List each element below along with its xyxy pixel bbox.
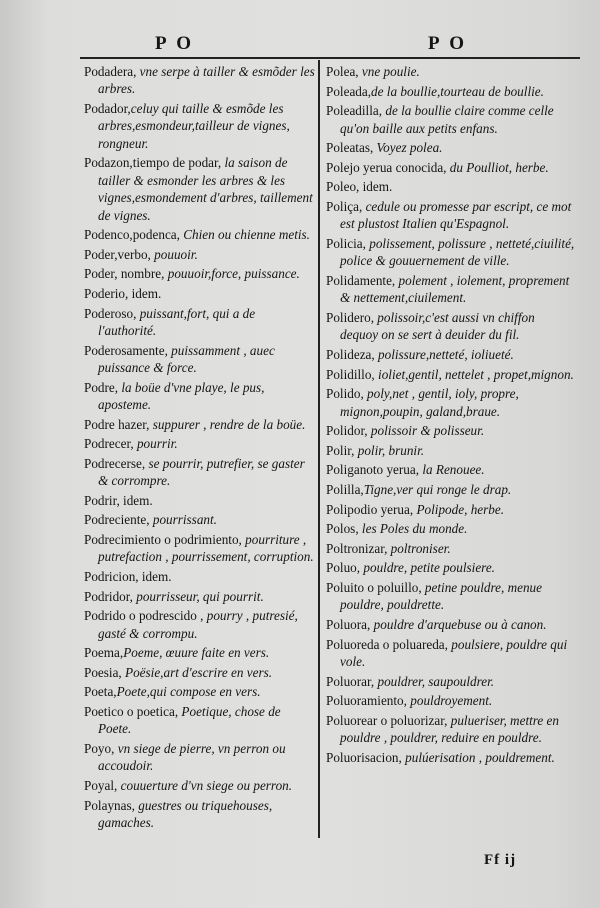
entry-headword: Podrecimiento o podrimiento,	[84, 531, 242, 547]
entry-definition: polissement, polissure , netteté,ciuilité, police & gouuernement de ville.	[340, 235, 575, 269]
right-column	[326, 63, 576, 768]
entry-definition: poltroniser.	[387, 540, 451, 556]
entry-definition: Poete,qui compose en vers.	[116, 684, 261, 700]
entry-definition: Chien ou chienne metis.	[179, 227, 310, 243]
entry-definition: polement , iolement, proprement & nettement,ciuilement.	[340, 272, 570, 306]
dictionary-entry	[84, 492, 316, 509]
dictionary-entry	[84, 416, 316, 433]
entry-definition: polissoir,c'est aussi vn chiffon dequoy on se sert à deuider du fil.	[340, 309, 535, 343]
entry-definition: vne poulie.	[358, 64, 420, 79]
entry-headword: Poema,	[84, 645, 124, 661]
entry-definition: polir, brunir.	[354, 442, 425, 458]
dictionary-entry	[84, 154, 316, 224]
entry-headword: Polidor,	[326, 423, 368, 439]
dictionary-entry	[326, 692, 576, 709]
entry-definition: ioliet,gentil, nettelet , propet,mignon.	[374, 366, 574, 382]
dictionary-entry	[326, 749, 576, 766]
entry-definition: pourriture , putrefaction , pourrissement, corruption.	[98, 531, 314, 565]
dictionary-entry	[84, 531, 316, 566]
dictionary-entry	[326, 712, 576, 747]
entry-headword: Podrecerse,	[84, 455, 146, 471]
entry-headword: Poluoramiento,	[326, 693, 407, 709]
column-divider	[318, 60, 320, 838]
dictionary-entry	[84, 740, 316, 775]
entry-definition: Poësie,art d'escrire en vers.	[121, 664, 273, 680]
entry-definition: se pourrir, putrefier, se gaster & corrompre.	[98, 455, 305, 489]
dictionary-entry	[326, 159, 576, 176]
entry-headword: Polea,	[326, 64, 359, 79]
entry-headword: Podenco,podenca,	[84, 227, 180, 243]
dictionary-entry	[326, 673, 576, 690]
entry-headword: Polideza,	[326, 346, 375, 362]
entry-definition: poulsiere, pouldre qui vole.	[340, 636, 568, 669]
entry-definition: pourry , putresié, gasté & corrompu.	[98, 608, 298, 641]
dictionary-entry	[326, 540, 576, 557]
entry-headword: Poderosamente,	[84, 342, 168, 358]
dictionary-entry	[326, 579, 576, 614]
entry-headword: Policia,	[326, 235, 366, 251]
entry-headword: Poyo,	[84, 740, 115, 756]
entry-headword: Poderio, idem.	[84, 286, 162, 301]
dictionary-entry	[84, 455, 316, 490]
dictionary-entry	[84, 342, 316, 377]
dictionary-entry	[326, 102, 576, 137]
entry-headword: Poetico o poetica,	[84, 703, 179, 719]
entry-definition: vn siege de pierre, vn perron ou accoudoir.	[98, 740, 286, 774]
entry-headword: Podadera,	[84, 64, 137, 79]
dictionary-entry	[84, 588, 316, 605]
dictionary-entry	[326, 309, 576, 344]
entry-definition: pouldre d'arquebuse ou à canon.	[370, 616, 547, 632]
dictionary-entry	[326, 481, 576, 498]
entry-headword: Podazon,tiempo de podar,	[84, 155, 222, 171]
entry-definition: pouldroyement.	[406, 693, 493, 709]
dictionary-entry	[326, 272, 576, 307]
entry-headword: Polos,	[326, 521, 359, 537]
entry-definition: Polipode, herbe.	[413, 501, 505, 517]
dictionary-entry	[326, 616, 576, 633]
entry-definition: pouuoir,force, puissance.	[164, 266, 300, 282]
entry-headword: Podrido o podrescido ,	[84, 608, 204, 624]
entry-headword: Poleada,	[326, 83, 372, 99]
entry-definition: guestres ou triquehouses, gamaches.	[98, 797, 273, 830]
dictionary-entry	[84, 511, 316, 528]
dictionary-entry	[84, 226, 316, 243]
entry-headword: Poderoso,	[84, 305, 137, 321]
entry-headword: Poder, nombre,	[84, 266, 165, 282]
dictionary-entry	[326, 501, 576, 518]
entry-headword: Poluo,	[326, 560, 361, 576]
dictionary-entry	[326, 385, 576, 420]
dictionary-entry	[326, 198, 576, 233]
entry-headword: Polipodio yerua,	[326, 501, 414, 517]
entry-definition: de la boullie claire comme celle qu'on baille aux petits enfans.	[340, 103, 554, 136]
entry-definition: la saison de tailler & esmonder les arbres & les vignes,esmondement d'arbres, taillement de vignes.	[98, 155, 313, 223]
dictionary-entry	[84, 797, 316, 832]
dictionary-entry	[326, 235, 576, 270]
entry-headword: Poltronizar,	[326, 540, 388, 556]
dictionary-entry	[84, 777, 316, 794]
entry-headword: Poluito o poluillo,	[326, 579, 422, 595]
entry-headword: Poesia,	[84, 664, 122, 680]
dictionary-entry	[326, 366, 576, 383]
entry-headword: Poyal,	[84, 777, 118, 793]
dictionary-entry	[84, 683, 316, 700]
entry-definition: pourrissant.	[149, 512, 217, 528]
dictionary-entry	[326, 139, 576, 156]
entry-definition: la boüe d'vne playe, le pus, aposteme.	[98, 379, 265, 412]
entry-headword: Podre,	[84, 379, 119, 395]
entry-headword: Polidillo,	[326, 366, 375, 382]
entry-definition: cedule ou promesse par escript, ce mot est plustost Italien qu'Espagnol.	[340, 198, 572, 232]
dictionary-entry	[326, 442, 576, 459]
entry-definition: pulúerisation , pouldrement.	[401, 749, 555, 765]
entry-headword: Polidamente,	[326, 272, 396, 288]
entry-definition: poly,net , gentil, ioly, propre, mignon,poupin, galand,braue.	[340, 386, 519, 419]
dictionary-entry	[326, 346, 576, 363]
dictionary-entry	[84, 568, 316, 585]
entry-headword: Podador,	[84, 101, 131, 116]
dictionary-entry	[84, 644, 316, 661]
entry-definition: pouldrer, saupouldrer.	[374, 673, 495, 689]
entry-headword: Podrir, idem.	[84, 492, 153, 508]
entry-headword: Poluorar,	[326, 673, 375, 689]
entry-definition: la Renouee.	[419, 462, 485, 478]
dictionary-entry	[84, 435, 316, 452]
entry-definition: polissure,netteté, ioliueté.	[374, 346, 514, 362]
header-right: P O	[428, 33, 468, 54]
entry-definition: polissoir & polisseur.	[367, 423, 485, 439]
entry-definition: Voyez polea.	[373, 140, 443, 156]
entry-headword: Poluoreda o poluareda,	[326, 636, 448, 652]
entry-definition: petine pouldre, menue pouldre, pouldrette.	[340, 579, 542, 613]
entry-headword: Poluora,	[326, 616, 371, 632]
dictionary-entry	[84, 703, 316, 738]
header-left: P O	[155, 33, 195, 54]
entry-definition: vne serpe à tailler & esmõder les arbres.	[98, 64, 315, 97]
entry-headword: Polaynas,	[84, 797, 135, 813]
entry-headword: Poluorear o poluorizar,	[326, 712, 448, 728]
left-column	[84, 63, 316, 834]
entry-headword: Poeta,	[84, 684, 117, 700]
dictionary-entry	[84, 379, 316, 414]
dictionary-entry	[84, 63, 316, 98]
entry-definition: pouuoir.	[150, 246, 198, 262]
dictionary-entry	[326, 520, 576, 537]
dictionary-entry	[326, 63, 576, 80]
entry-headword: Poder,verbo,	[84, 246, 151, 262]
running-header	[0, 0, 600, 60]
entry-definition: celuy qui taille & esmõde les arbres,esmondeur,tailleur de vignes, rongneur.	[98, 101, 290, 151]
entry-headword: Poliganoto yerua,	[326, 462, 420, 478]
dictionary-entry	[326, 422, 576, 439]
dictionary-entry	[326, 178, 576, 195]
entry-headword: Polido,	[326, 386, 364, 402]
dictionary-entry	[326, 83, 576, 100]
entry-definition: Poetique, chose de Poete.	[98, 703, 281, 737]
entry-definition: pulueriser, mettre en pouldre , pouldrer, reduire en pouldre.	[340, 712, 560, 746]
dictionary-entry	[84, 285, 316, 302]
entry-headword: Polidero,	[326, 309, 374, 325]
entry-headword: Podridor,	[84, 588, 133, 604]
entry-headword: Polir,	[326, 442, 355, 458]
entry-definition: suppurer , rendre de la boüe.	[149, 416, 306, 432]
entry-headword: Poliça,	[326, 198, 363, 214]
dictionary-entry	[84, 265, 316, 282]
entry-definition: puissamment , auec puissance & force.	[98, 342, 275, 375]
entry-definition: pouldre, petite poulsiere.	[360, 560, 495, 576]
entry-definition: les Poles du monde.	[358, 521, 468, 537]
entry-headword: Poleatas,	[326, 140, 374, 156]
entry-headword: Poluorisacion,	[326, 749, 402, 765]
entry-definition: puissant,fort, qui a de l'authorité.	[98, 305, 256, 338]
signature-mark: Ff ij	[484, 852, 517, 868]
entry-definition: pourrisseur, qui pourrit.	[132, 588, 264, 604]
entry-headword: Poleo, idem.	[326, 179, 393, 195]
entry-headword: Poleadilla,	[326, 103, 383, 119]
dictionary-entry	[326, 636, 576, 671]
entry-definition: pourrir.	[133, 436, 178, 452]
entry-headword: Polilla,	[326, 481, 364, 497]
dictionary-entry	[84, 100, 316, 152]
entry-definition: de la boullie,tourteau de boullie.	[371, 83, 544, 99]
entry-headword: Podreciente,	[84, 512, 150, 528]
entry-definition: couuerture d'vn siege ou perron.	[117, 777, 293, 793]
dictionary-entry	[326, 461, 576, 478]
dictionary-entry	[84, 246, 316, 263]
dictionary-entry	[84, 664, 316, 681]
entry-headword: Podricion, idem.	[84, 568, 172, 584]
dictionary-entry	[84, 607, 316, 642]
entry-headword: Podre hazer,	[84, 416, 150, 432]
dictionary-entry	[84, 305, 316, 340]
entry-definition: du Poulliot, herbe.	[446, 159, 549, 175]
entry-definition: Tigne,ver qui ronge le drap.	[363, 481, 512, 497]
entry-definition: Poeme, œuure faite en vers.	[123, 645, 270, 661]
entry-headword: Podrecer,	[84, 436, 134, 452]
entry-headword: Polejo yerua conocida,	[326, 159, 447, 175]
header-rule	[80, 57, 580, 59]
dictionary-entry	[326, 559, 576, 576]
